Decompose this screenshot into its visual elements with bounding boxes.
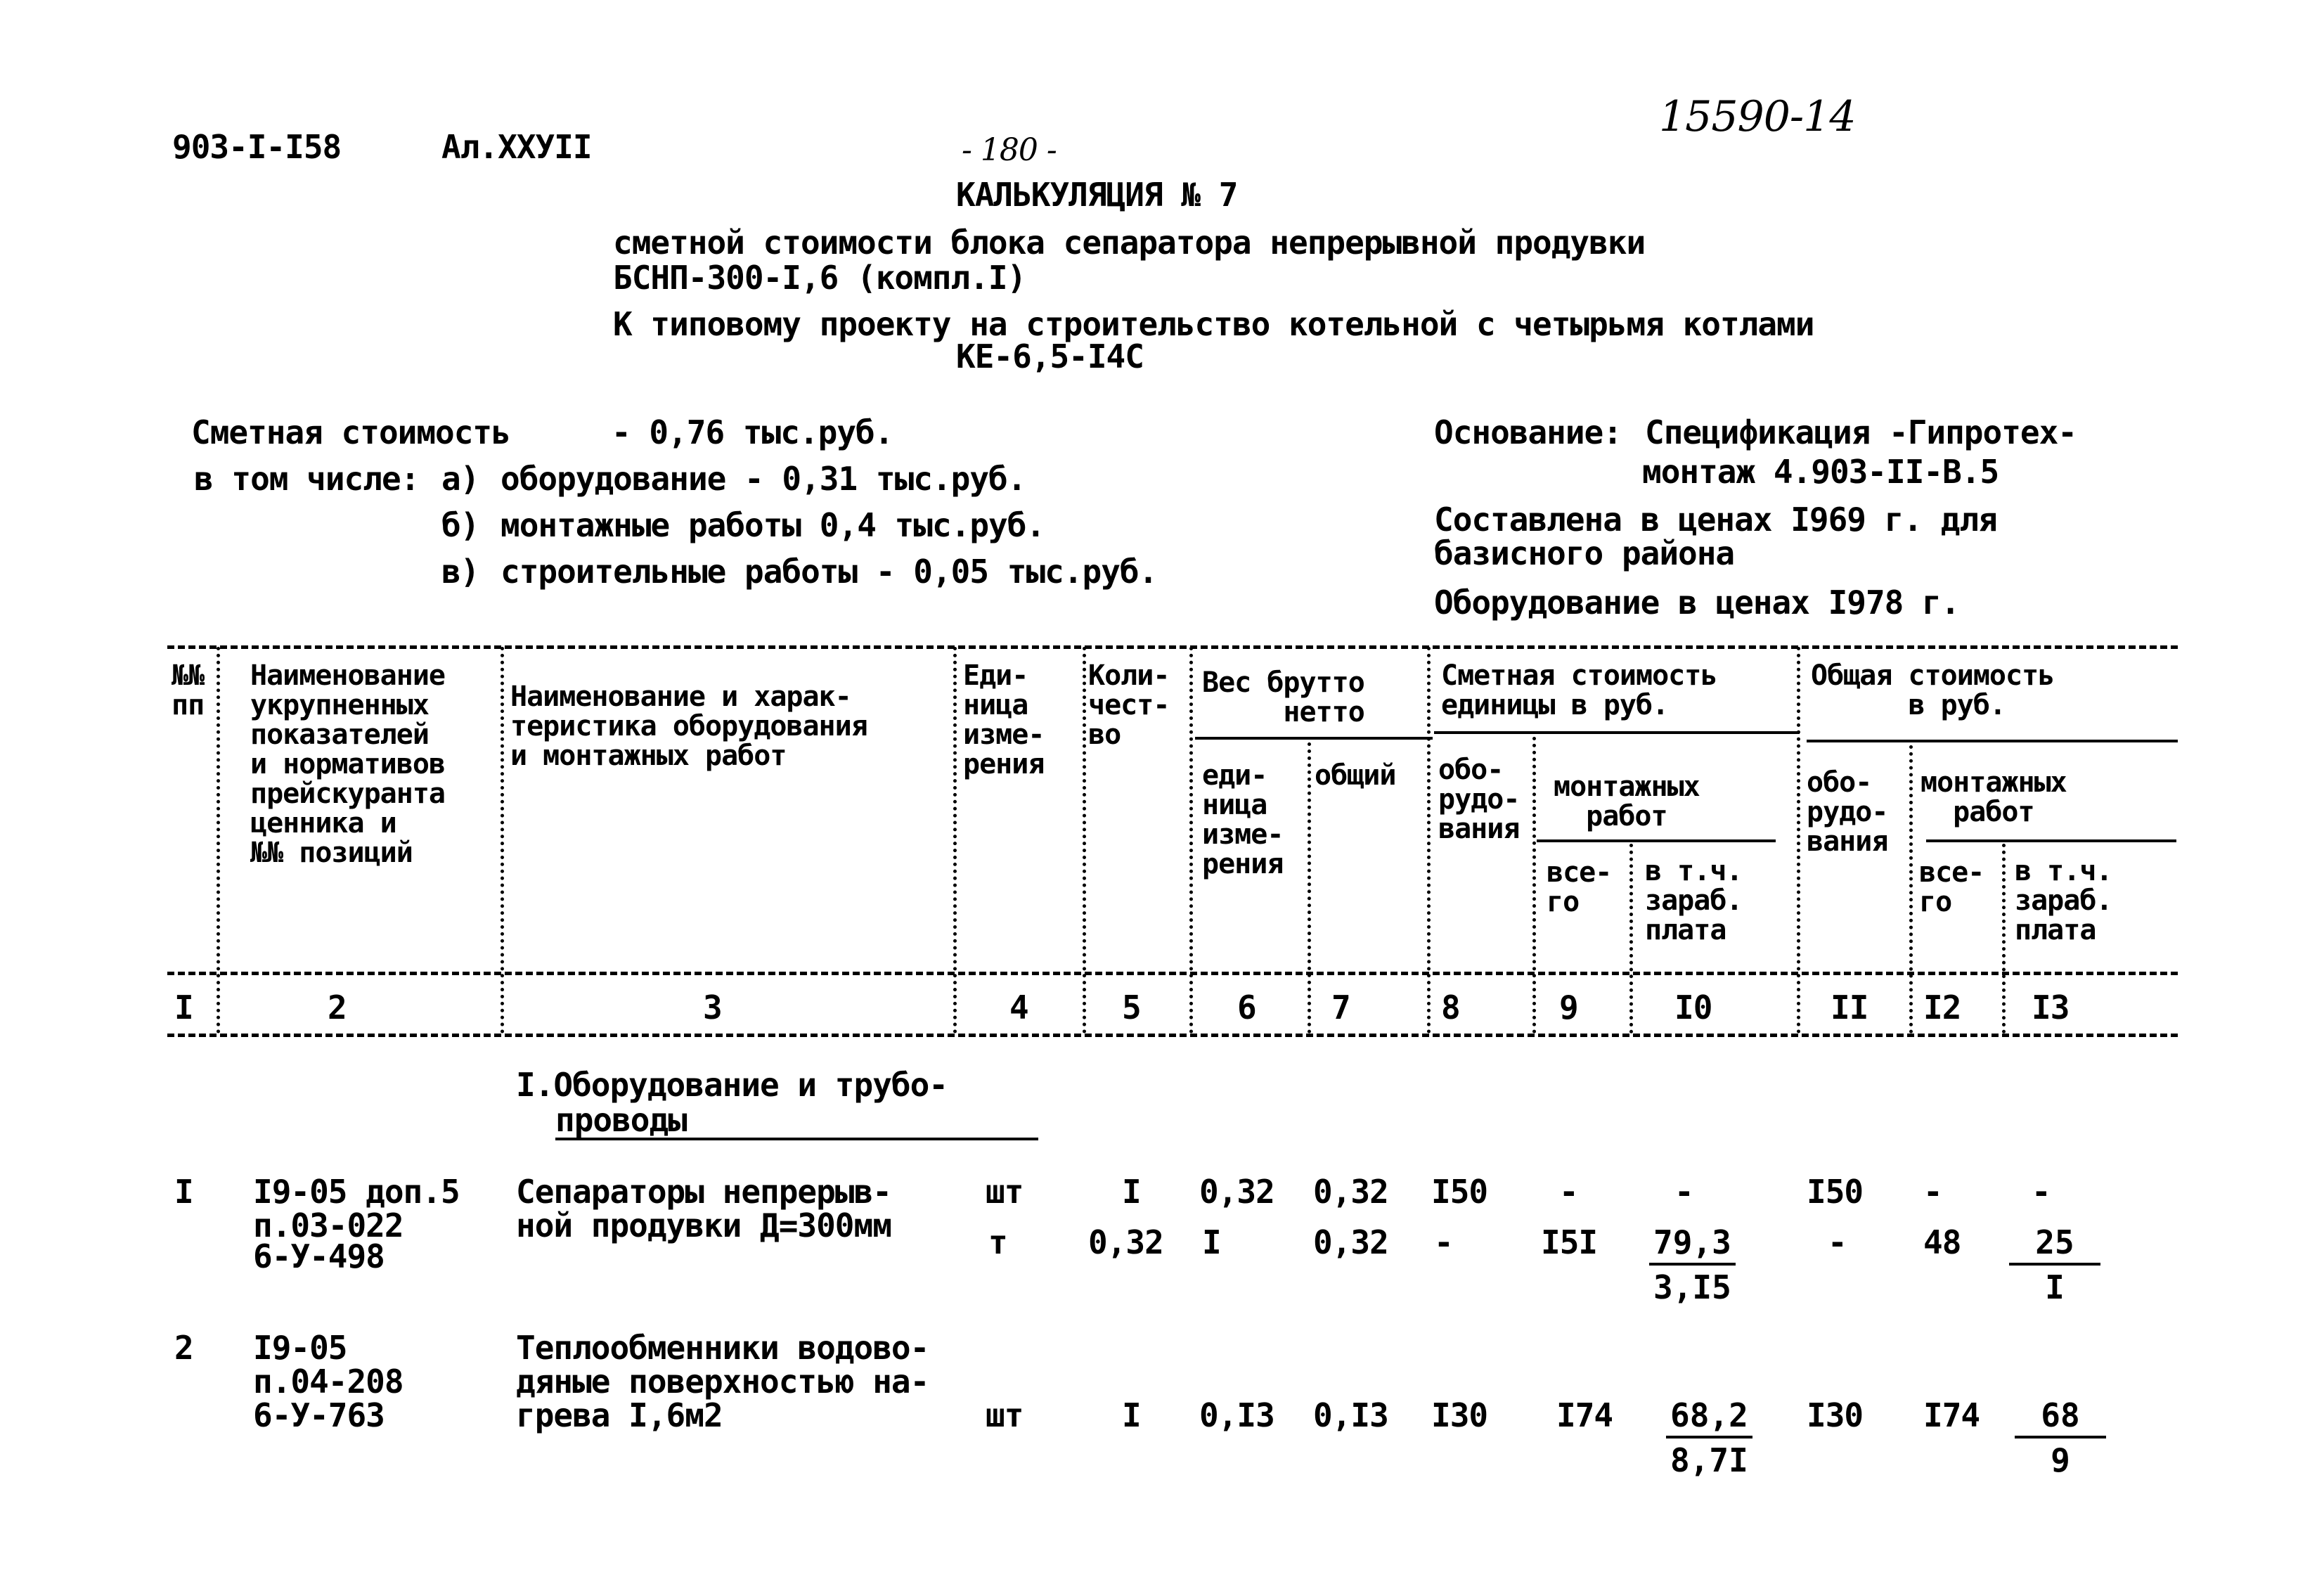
composed-line-2: базисного района <box>1434 534 1735 572</box>
row-1-code-line-1: I9-05 доп.5 <box>253 1173 460 1211</box>
row-1b-weight-unit: I <box>1202 1223 1221 1261</box>
header-total-mount-wage: в т.ч. зараб. плата <box>2015 855 2112 946</box>
row-1-code-line-2: п.03-022 <box>253 1206 404 1244</box>
row-1a-total-equipment: I50 <box>1807 1173 1864 1211</box>
header-quantity: Коли- чест- во <box>1088 659 1170 751</box>
basis-line-2: монтаж 4.903-II-В.5 <box>1642 453 1999 491</box>
header-total-cost: Общая стоимость в руб. <box>1811 659 2055 721</box>
item-c-text: строительные работы - 0,05 тыс.руб. <box>501 553 1158 591</box>
project-line-2: КЕ-6,5-I4С <box>956 337 1144 375</box>
row-1-code-line-3: 6-У-498 <box>253 1237 385 1275</box>
row-2-code-line-1: I9-05 <box>253 1329 347 1367</box>
column-divider-6 <box>1308 742 1311 1034</box>
estimated-cost-value: - 0,76 тыс.руб. <box>612 413 893 451</box>
header-equipment-name: Наименование и харак- теристика оборудования и монтажных работ <box>510 681 867 772</box>
row-1a-weight-total: 0,32 <box>1313 1173 1388 1211</box>
column-number-3: 3 <box>703 989 722 1026</box>
row-1b-quantity: 0,32 <box>1088 1223 1163 1261</box>
row-1b-equipment-cost: - <box>1434 1223 1453 1261</box>
row-1a-mount-wage: - <box>1674 1173 1693 1211</box>
equipment-prices-note: Оборудование в ценах I978 г. <box>1434 584 1960 622</box>
column-divider-8 <box>1532 737 1536 1034</box>
row-2a-total-wage-top: 68 <box>2015 1399 2106 1438</box>
row-2a-total-equipment: I30 <box>1807 1396 1864 1434</box>
project-code: 903-I-I58 <box>172 128 342 166</box>
project-line-1: К типовому проекту на строительство котельной с четырьмя котлами <box>613 305 1814 343</box>
weight-subheader-rule <box>1195 737 1433 740</box>
item-b-text: монтажные работы 0,4 тыс.руб. <box>501 506 1045 544</box>
row-1b-unit: т <box>988 1223 1007 1261</box>
header-unit-mount-total: все- го <box>1547 856 1612 918</box>
row-2a-total-wage-bottom: 9 <box>2051 1441 2070 1479</box>
row-2a-mount-wage-bottom: 8,7I <box>1670 1441 1748 1479</box>
column-divider-9 <box>1629 844 1633 1034</box>
header-unit-mounting: монтажных работ <box>1554 771 1700 832</box>
unit-mount-subheader-rule <box>1537 839 1776 842</box>
header-total-mount-total: все- го <box>1919 856 1984 918</box>
estimated-cost-label: Сметная стоимость <box>191 413 510 451</box>
row-1-number: I <box>174 1173 193 1211</box>
total-mount-subheader-rule <box>1926 839 2176 842</box>
row-1b-mount-total: I5I <box>1541 1223 1598 1261</box>
section-title-line-1: I.Оборудование и трубо- <box>516 1066 948 1104</box>
basis-label: Основание: <box>1434 413 1622 451</box>
page-number: - 180 - <box>962 132 1057 168</box>
column-divider-12 <box>2002 844 2006 1034</box>
header-weight: Вес брутто нетто <box>1202 667 1364 728</box>
row-1b-mount-wage-top: 79,3 <box>1649 1226 1736 1266</box>
row-2a-weight-total: 0,I3 <box>1313 1396 1388 1434</box>
document-title: КАЛЬКУЛЯЦИЯ № 7 <box>956 176 1238 214</box>
row-2-name-line-1: Теплообменники водово- <box>516 1329 929 1367</box>
row-2-name-line-2: дяные поверхностью на- <box>516 1363 929 1401</box>
header-unit-cost: Сметная стоимость единицы в руб. <box>1441 659 1717 721</box>
row-2a-equipment-cost: I30 <box>1431 1396 1488 1434</box>
row-2-name-line-3: грева I,6м2 <box>516 1396 723 1434</box>
header-norms: Наименование укрупненных показателей и нормативов прейскуранта ценника и №№ позиций <box>250 659 445 869</box>
header-total-equipment: обо- рудо- вания <box>1807 766 1888 858</box>
header-weight-unit: еди- ница изме- рения <box>1202 759 1284 880</box>
item-b-marker: б) <box>441 506 479 544</box>
column-numbers-bottom-rule <box>167 1034 2178 1037</box>
row-2a-total-mount: I74 <box>1923 1396 1980 1434</box>
including-label: в том числе: <box>194 460 420 498</box>
header-unit-equipment: обо- рудо- вания <box>1438 754 1520 845</box>
unit-cost-subheader-rule <box>1434 731 1800 734</box>
row-2a-quantity: I <box>1122 1396 1141 1434</box>
row-1b-total-equipment: - <box>1828 1223 1847 1261</box>
column-divider-4 <box>1083 647 1086 1034</box>
row-2a-total-wage-fraction <box>2015 1396 2106 1479</box>
row-2a-unit: шт <box>986 1396 1024 1434</box>
row-1-name-line-2: ной продувки Д=300мм <box>516 1206 891 1244</box>
item-a-text: оборудование - 0,31 тыс.руб. <box>501 460 1026 498</box>
row-1a-equipment-cost: I50 <box>1431 1173 1488 1211</box>
column-divider-11 <box>1909 745 1913 1034</box>
row-2a-mount-wage-top: 68,2 <box>1666 1399 1752 1438</box>
column-number-1: I <box>174 989 193 1026</box>
column-divider-5 <box>1189 647 1193 1034</box>
column-number-6: 6 <box>1237 989 1256 1026</box>
subtitle-line-2: БСНП-300-I,6 (компл.I) <box>613 259 1026 297</box>
row-1b-total-wage-bottom: I <box>2045 1268 2065 1306</box>
header-unit-mount-wage: в т.ч. зараб. плата <box>1645 855 1743 946</box>
album-number: Ал.XXУII <box>441 128 592 166</box>
column-number-5: 5 <box>1122 989 1141 1026</box>
row-1b-mount-wage-fraction <box>1649 1223 1736 1306</box>
header-total-mounting: монтажных работ <box>1920 766 2067 828</box>
row-1a-total-mount: - <box>1923 1173 1942 1211</box>
column-number-8: 8 <box>1441 989 1460 1026</box>
subtitle-line-1: сметной стоимости блока сепаратора непрерывной продувки <box>613 224 1646 262</box>
row-1b-weight-total: 0,32 <box>1313 1223 1388 1261</box>
column-divider-10 <box>1797 647 1800 1034</box>
row-1a-quantity: I <box>1122 1173 1141 1211</box>
item-c-marker: в) <box>441 553 479 591</box>
column-number-2: 2 <box>328 989 347 1026</box>
column-divider-1 <box>217 647 220 1034</box>
row-1a-total-wage: - <box>2032 1173 2051 1211</box>
column-number-12: I2 <box>1923 989 1961 1026</box>
row-2-number: 2 <box>174 1329 193 1367</box>
row-1a-weight-unit: 0,32 <box>1199 1173 1274 1211</box>
row-2a-mount-total: I74 <box>1556 1396 1613 1434</box>
row-1b-total-wage-fraction <box>2009 1223 2100 1306</box>
row-1-name-line-1: Сепараторы непрерыв- <box>516 1173 891 1211</box>
basis-line-1: Спецификация -Гипротех- <box>1645 413 2077 451</box>
row-1b-mount-wage-bottom: 3,I5 <box>1653 1268 1731 1306</box>
item-a-marker: а) <box>441 460 479 498</box>
row-2-code-line-3: 6-У-763 <box>253 1396 385 1434</box>
total-cost-subheader-rule <box>1807 740 2178 742</box>
column-number-7: 7 <box>1331 989 1350 1026</box>
row-1a-mount-total: - <box>1559 1173 1578 1211</box>
header-weight-total: общий <box>1315 759 1396 792</box>
column-number-10: I0 <box>1674 989 1712 1026</box>
header-bottom-rule <box>167 972 2178 975</box>
column-number-11: II <box>1831 989 1868 1026</box>
column-number-4: 4 <box>1009 989 1028 1026</box>
row-1a-unit: шт <box>986 1173 1024 1211</box>
row-2-code-line-2: п.04-208 <box>253 1363 404 1401</box>
row-1b-total-mount: 48 <box>1923 1223 1961 1261</box>
row-2a-mount-wage-fraction <box>1666 1396 1752 1479</box>
column-number-13: I3 <box>2032 989 2070 1026</box>
header-row-number: №№ пп <box>172 659 205 721</box>
section-title-line-2: проводы <box>555 1104 1038 1140</box>
column-divider-7 <box>1427 647 1431 1034</box>
column-divider-3 <box>953 647 957 1034</box>
row-1b-total-wage-top: 25 <box>2009 1226 2100 1266</box>
table-top-rule <box>167 645 2178 649</box>
row-2a-weight-unit: 0,I3 <box>1199 1396 1274 1434</box>
header-unit: Еди- ница изме- рения <box>963 659 1045 780</box>
column-divider-2 <box>501 647 504 1034</box>
column-number-9: 9 <box>1559 989 1578 1026</box>
composed-line-1: Составлена в ценах I969 г. для <box>1434 501 1997 539</box>
handwritten-document-number: 15590-14 <box>1659 92 1856 141</box>
